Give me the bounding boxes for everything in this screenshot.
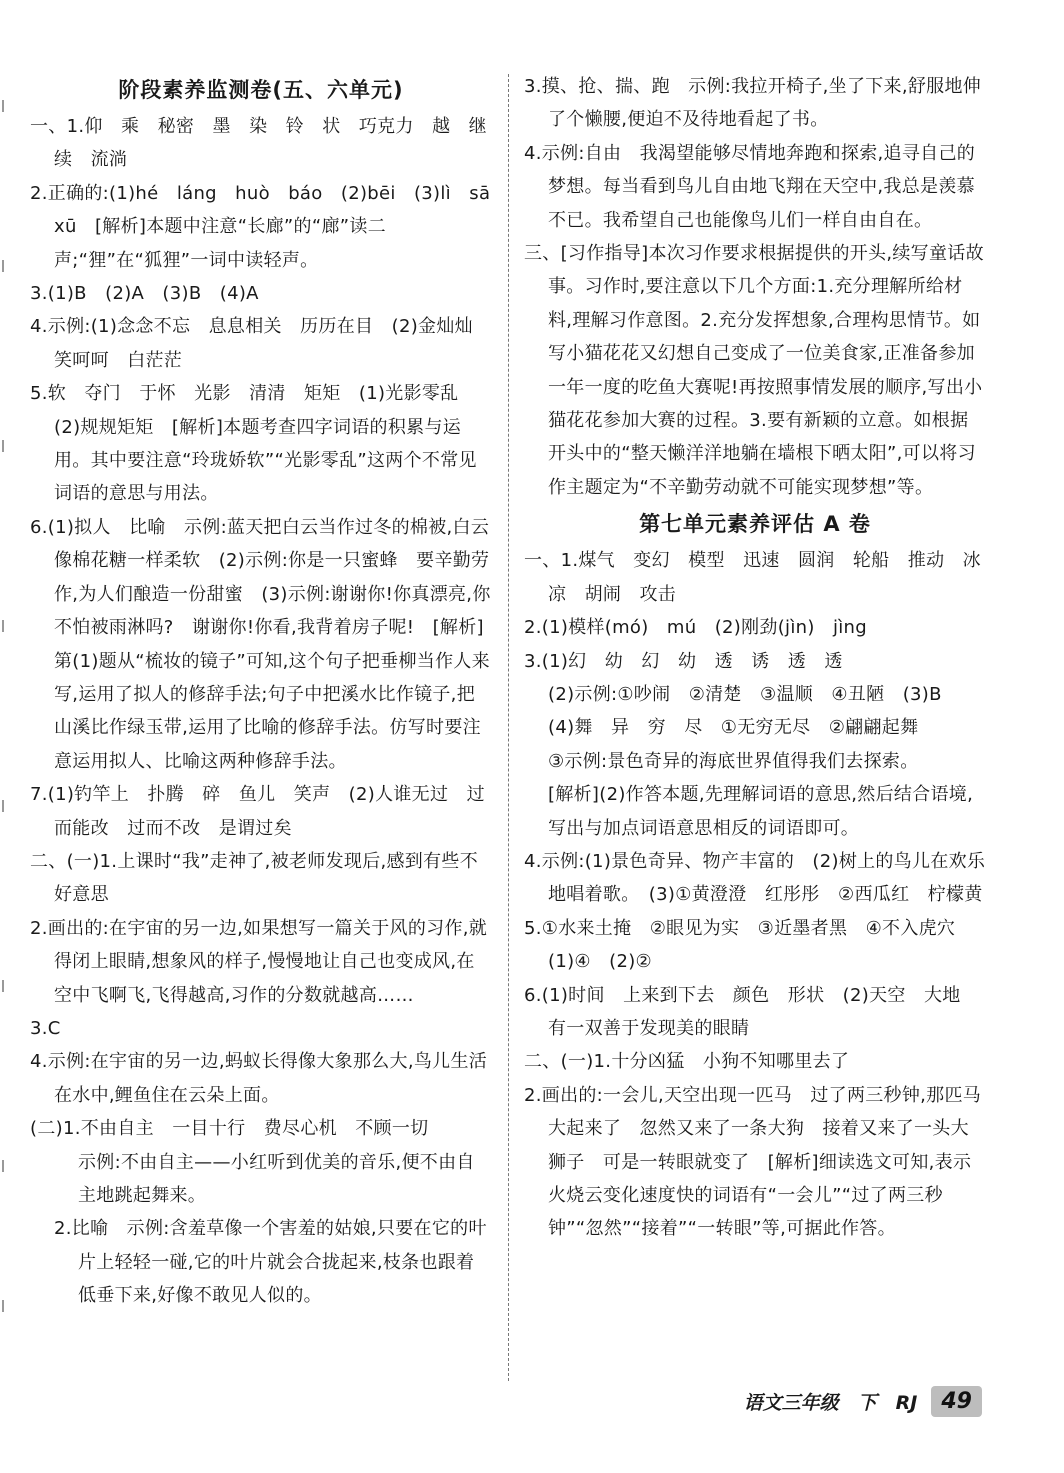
answer-line: 三、[习作指导]本次习作要求根据提供的开头,续写童话故事。习作时,要注意以下几个方面:1.充分理解所给材料,理解习作意图。2.充分发挥想象,合理构思情节。如写小猫花花又幻想自己变成了一位美食家,正准备参加一年一度的吃鱼大赛呢!再按照事情发展的顺序,写出小猫花花参加大赛的过程。3.要有新颖的立意。如根据开头中的“整天懒洋洋地躺在墙根下晒太阳”,可以将习作主题定为“不辛勤劳动就不可能实现梦想”等。 bbox=[524, 243, 984, 498]
answer-line: 3.摸、抢、揣、跑 示例:我拉开椅子,坐了下来,舒服地伸了个懒腰,便迫不及待地看起了书。 bbox=[524, 76, 982, 131]
answer-line: 7.(1)钓竿上 扑腾 碎 鱼儿 笑声 (2)人谁无过 过而能改 过而不改 是谓过矣 bbox=[30, 784, 485, 839]
answer-line: 示例:不由自主——小红听到优美的音乐,便不由自主地跳起舞来。 bbox=[78, 1151, 475, 1206]
left-answer-list bbox=[30, 110, 509, 1313]
answer-line: 2.正确的:(1)hé láng huò báo (2)bēi (3)lì sā xū [解析]本题中注意“长廊”的“廊”读二声;“狸”在“狐狸”一词中读轻声。 bbox=[30, 182, 509, 271]
answer-line: 2.比喻 示例:含羞草像一个害羞的姑娘,只要在它的叶片上轻轻一碰,它的叶片就会合拢起来,枝条也跟着低垂下来,好像不敢见人似的。 bbox=[54, 1218, 487, 1307]
answer-line: 3.(1)B (2)A (3)B (4)A bbox=[30, 283, 259, 305]
answer-line: 5.①水来土掩 ②眼见为实 ③近墨者黑 ④不入虎穴 (1)④ (2)② bbox=[524, 917, 974, 973]
answer-line: [解析](2)作答本题,先理解词语的意思,然后结合语境,写出与加点词语意思相反的词语即可。 bbox=[548, 784, 974, 839]
answer-line: 4.示例:在宇宙的另一边,蚂蚁长得像大象那么大,鸟儿生活在水中,鲤鱼住在云朵上面。 bbox=[30, 1051, 488, 1106]
right-answer-list-top bbox=[524, 70, 986, 504]
answer-line: (2)示例:①吵闹 ②清楚 ③温顺 ④丑陋 (3)B bbox=[548, 683, 942, 705]
binding-gutter bbox=[0, 80, 14, 1353]
left-column bbox=[30, 70, 509, 1383]
answer-line: 一、1.煤气 变幻 模型 迅速 圆润 轮船 推动 冰凉 胡闹 攻击 bbox=[524, 550, 981, 605]
answer-line: 6.(1)拟人 比喻 示例:蓝天把白云当作过冬的棉被,白云像棉花糖一样柔软 (2)示例:你是一只蜜蜂 要辛勤劳作,为人们酿造一份甜蜜 (3)示例:谢谢你!你真漂亮,你不怕被雨淋吗? 谢谢你!你看,我背着房子呢! [解析]第(1)题从“梳妆的镜子”可知,这个句子把垂柳当作人来写,运用了拟人的修辞手法;句子中把溪水比作镜子,把山溪比作绿玉带,运用了比喻的修辞手法。仿写时要注意运用拟人、比喻这两种修辞手法。 bbox=[30, 516, 491, 772]
answer-line: (二)1.不由自主 一目十行 费尽心机 不顾一切 bbox=[30, 1118, 429, 1140]
answer-line: 二、(一)1.十分凶猛 小狗不知哪里去了 bbox=[524, 1051, 850, 1073]
column-divider bbox=[508, 74, 509, 1381]
answer-line: (4)舞 异 穷 尽 ①无穷无尽 ②翩翩起舞 bbox=[548, 717, 919, 739]
answer-line: 4.示例:自由 我渴望能够尽情地奔跑和探索,追寻自己的梦想。每当看到鸟儿自由地飞翔在天空中,我总是羡慕不已。我希望自己也能像鸟儿们一样自由自在。 bbox=[524, 142, 976, 231]
answer-line: 3.C bbox=[30, 1017, 61, 1039]
answer-line: 5.软 夺门 于怀 光影 清清 矩矩 (1)光影零乱 (2)规规矩矩 [解析]本题考查四字词语的积累与运用。其中要注意“玲珑娇软”“光影零乱”这两个不常见词语的意思与用法。 bbox=[30, 383, 477, 505]
answer-line: 一、1.仰 乘 秘密 墨 染 铃 状 巧克力 越 继续 流淌 bbox=[30, 116, 487, 171]
page-number: 49 bbox=[931, 1386, 982, 1417]
answer-line: 6.(1)时间 上来到下去 颜色 形状 (2)天空 大地 有一双善于发现美的眼睛 bbox=[524, 984, 979, 1039]
answer-line: 2.画出的:一会儿,天空出现一匹马 过了两三秒钟,那匹马大起来了 忽然又来了一条大狗 接着又来了一头大狮子 可是一转眼就变了 [解析]细读选文可知,表示火烧云变化速度快的词语有“一会儿”“过了两三秒钟”“忽然”“接着”“一转眼”等,可据此作答。 bbox=[524, 1084, 982, 1240]
answer-line: 3.(1)幻 幼 幻 幼 透 诱 透 透 bbox=[524, 650, 843, 672]
right-answer-list-bottom bbox=[524, 544, 986, 1246]
section-title-unit7: 第七单元素养评估 A 卷 bbox=[639, 512, 871, 537]
answer-line: 4.示例:(1)念念不忘 息息相关 历历在目 (2)金灿灿 笑呵呵 白茫茫 bbox=[30, 316, 492, 371]
answer-line: ③示例:景色奇异的海底世界值得我们去探索。 bbox=[548, 750, 919, 772]
answer-line: 2.(1)模样(mó) mú (2)刚劲(jìn) jìng bbox=[524, 617, 867, 639]
right-column bbox=[524, 70, 986, 1383]
answer-line: 4.示例:(1)景色奇异、物产丰富的 (2)树上的鸟儿在欢乐地唱着歌。 (3)①黄澄澄 红彤彤 ②西瓜红 柠檬黄 bbox=[524, 850, 986, 906]
answer-line: 2.画出的:在宇宙的另一边,如果想写一篇关于风的习作,就得闭上眼睛,想象风的样子,慢慢地让自己也变成风,在空中飞啊飞,飞得越高,习作的分数就越高…… bbox=[30, 917, 488, 1006]
page-footer bbox=[744, 1386, 982, 1417]
section-title-stage-test: 阶段素养监测卷(五、六单元) bbox=[118, 78, 404, 102]
book-label: 语文三年级 下 RJ bbox=[743, 1392, 918, 1414]
answer-line: 二、(一)1.上课时“我”走神了,被老师发现后,感到有些不好意思 bbox=[30, 850, 479, 906]
